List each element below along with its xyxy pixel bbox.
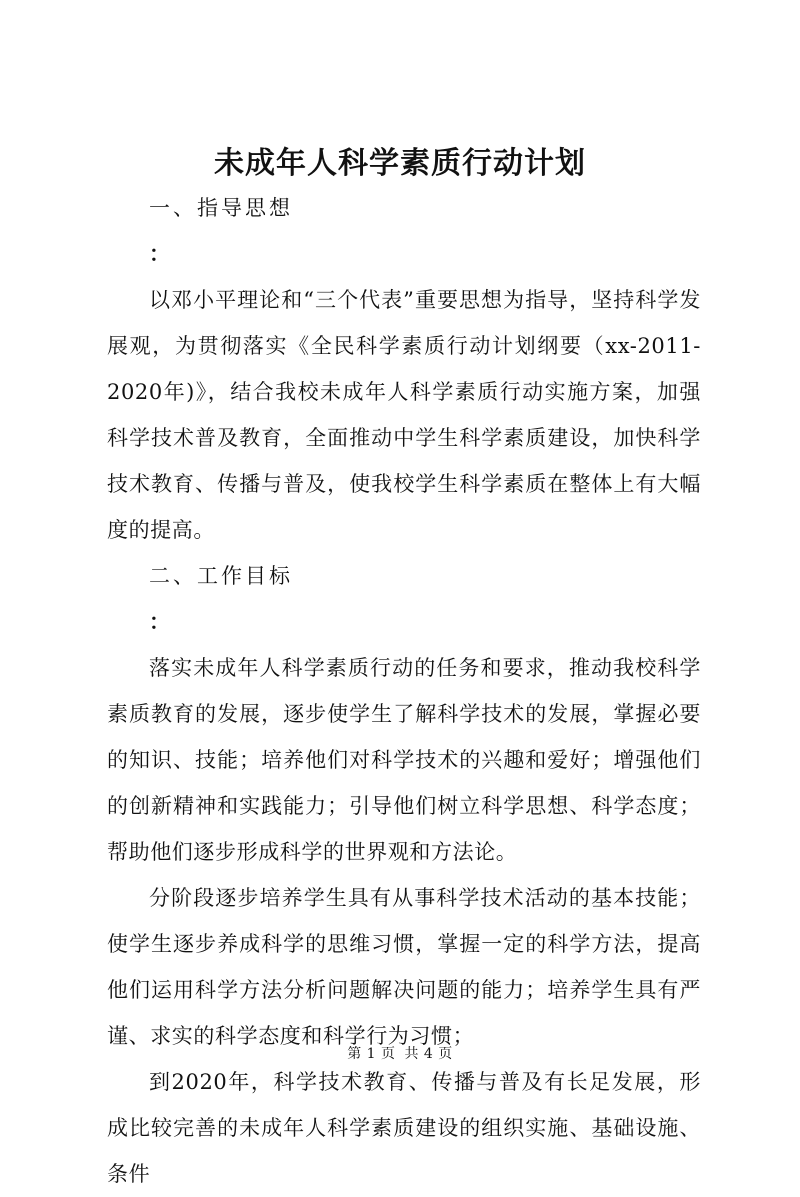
section-colon: ： bbox=[149, 241, 170, 266]
document-title: 未成年人科学素质行动计划 bbox=[214, 146, 586, 181]
paragraph-goals-2020: 到2020年，科学技术教育、传播与普及有长足发展，形成比较完善的未成年人科学素质建设的组织实施、基础设施、条件 bbox=[107, 1070, 701, 1186]
section-heading-guiding-ideology: 一、指导思想 bbox=[149, 196, 293, 220]
section-heading-work-goals: 二、工作目标 bbox=[149, 564, 293, 588]
paragraph-goals-overview: 落实未成年人科学素质行动的任务和要求，推动我校科学素质教育的发展，逐步使学生了解科学技术的发展，掌握必要的知识、技能；培养他们对科学技术的兴趣和爱好；增强他们的创新精神和实践能力；引导他们树立科学思想、科学态度；帮助他们逐步形成科学的世界观和方法论。 bbox=[107, 656, 701, 864]
paragraph-goals-phased: 分阶段逐步培养学生具有从事科学技术活动的基本技能；使学生逐步养成科学的思维习惯，掌握一定的科学方法，提高他们运用科学方法分析问题解决问题的能力；培养学生具有严谨、求实的科学态度和科学行为习惯； bbox=[107, 886, 701, 1048]
page-footer bbox=[0, 1043, 800, 1063]
page-total: 共 4 页 bbox=[404, 1046, 453, 1062]
section-colon: ： bbox=[149, 609, 170, 634]
paragraph-guiding-ideology: 以邓小平理论和“三个代表”重要思想为指导，坚持科学发展观，为贯彻落实《全民科学素质行动计划纲要（xx-2011-2020年)》，结合我校未成年人科学素质行动实施方案，加强科学技术普及教育，全面推动中学生科学素质建设，加快科学技术教育、传播与普及，使我校学生科学素质在整体上有大幅度的提高。 bbox=[107, 288, 701, 542]
page-number: 第 1 页 bbox=[347, 1046, 396, 1062]
